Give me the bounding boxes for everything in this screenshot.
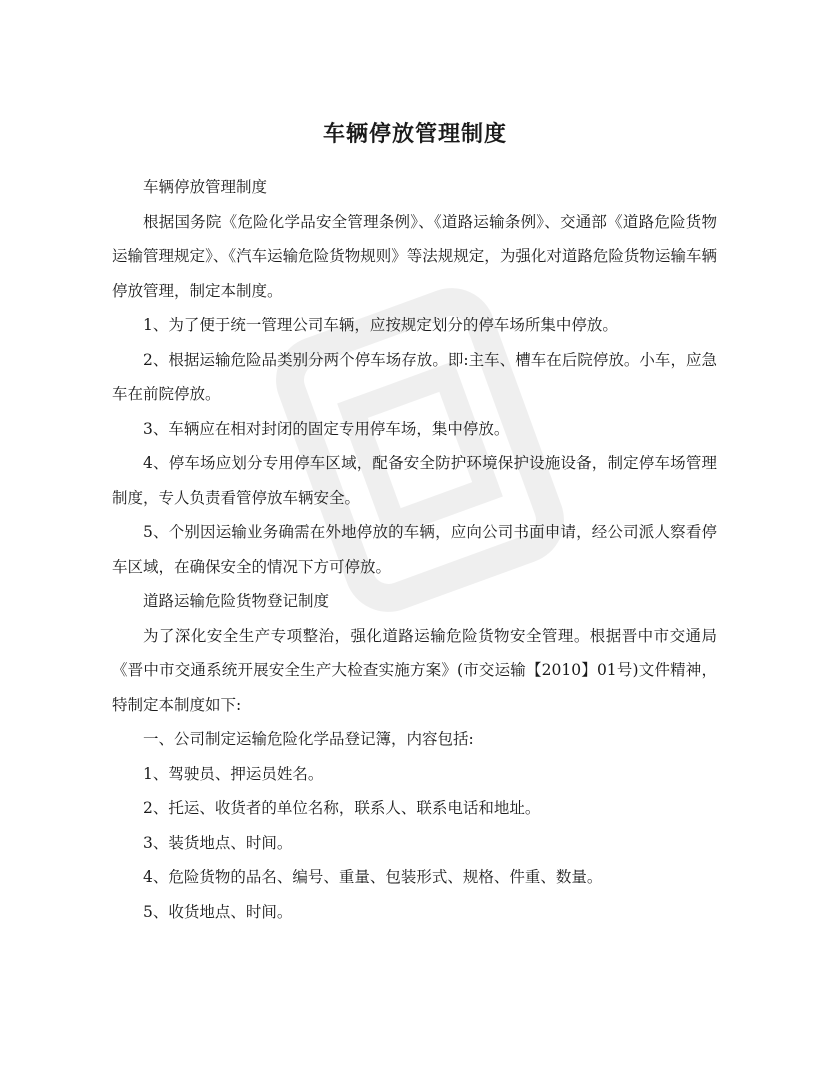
paragraph: 车辆停放管理制度 — [143, 178, 268, 196]
paragraph: 4、危险货物的品名、编号、重量、包装形式、规格、件重、数量。 — [143, 868, 603, 886]
paragraph: 为了深化安全生产专项整治，强化道路运输危险货物安全管理。根据晋中市交通局《晋中市交通系统开展安全生产大检查实施方案》(市交运输【2010】01号)文件精神，特制定本制度如下: — [112, 626, 717, 714]
paragraph: 一、公司制定运输危险化学品登记簿，内容包括: — [143, 730, 474, 748]
paragraph: 道路运输危险货物登记制度 — [143, 592, 330, 610]
paragraph: 2、托运、收货者的单位名称，联系人、联系电话和地址。 — [143, 799, 541, 817]
document-body — [112, 170, 717, 929]
paragraph: 1、为了便于统一管理公司车辆，应按规定划分的停车场所集中停放。 — [143, 316, 618, 334]
page-title: 车辆停放管理制度 — [322, 121, 507, 147]
paragraph: 5、个别因运输业务确需在外地停放的车辆，应向公司书面申请，经公司派人察看停车区域，在确保安全的情况下方可停放。 — [112, 523, 717, 576]
paragraph: 3、装货地点、时间。 — [143, 833, 293, 852]
paragraph: 5、收货地点、时间。 — [143, 902, 293, 921]
paragraph: 2、根据运输危险品类别分两个停车场存放。即:主车、槽车在后院停放。小车，应急车在前院停放。 — [112, 350, 717, 403]
paragraph: 1、驾驶员、押运员姓名。 — [143, 764, 324, 783]
paragraph: 4、停车场应划分专用停车区域，配备安全防护环境保护设施设备，制定停车场管理制度，专人负责看管停放车辆安全。 — [112, 454, 717, 507]
paragraph: 3、车辆应在相对封闭的固定专用停车场，集中停放。 — [143, 419, 510, 438]
paragraph: 根据国务院《危险化学品安全管理条例》、《道路运输条例》、交通部《道路危险货物运输管理规定》、《汽车运输危险货物规则》等法规规定，为强化对道路危险货物运输车辆停放管理，制定本制度。 — [112, 212, 717, 300]
